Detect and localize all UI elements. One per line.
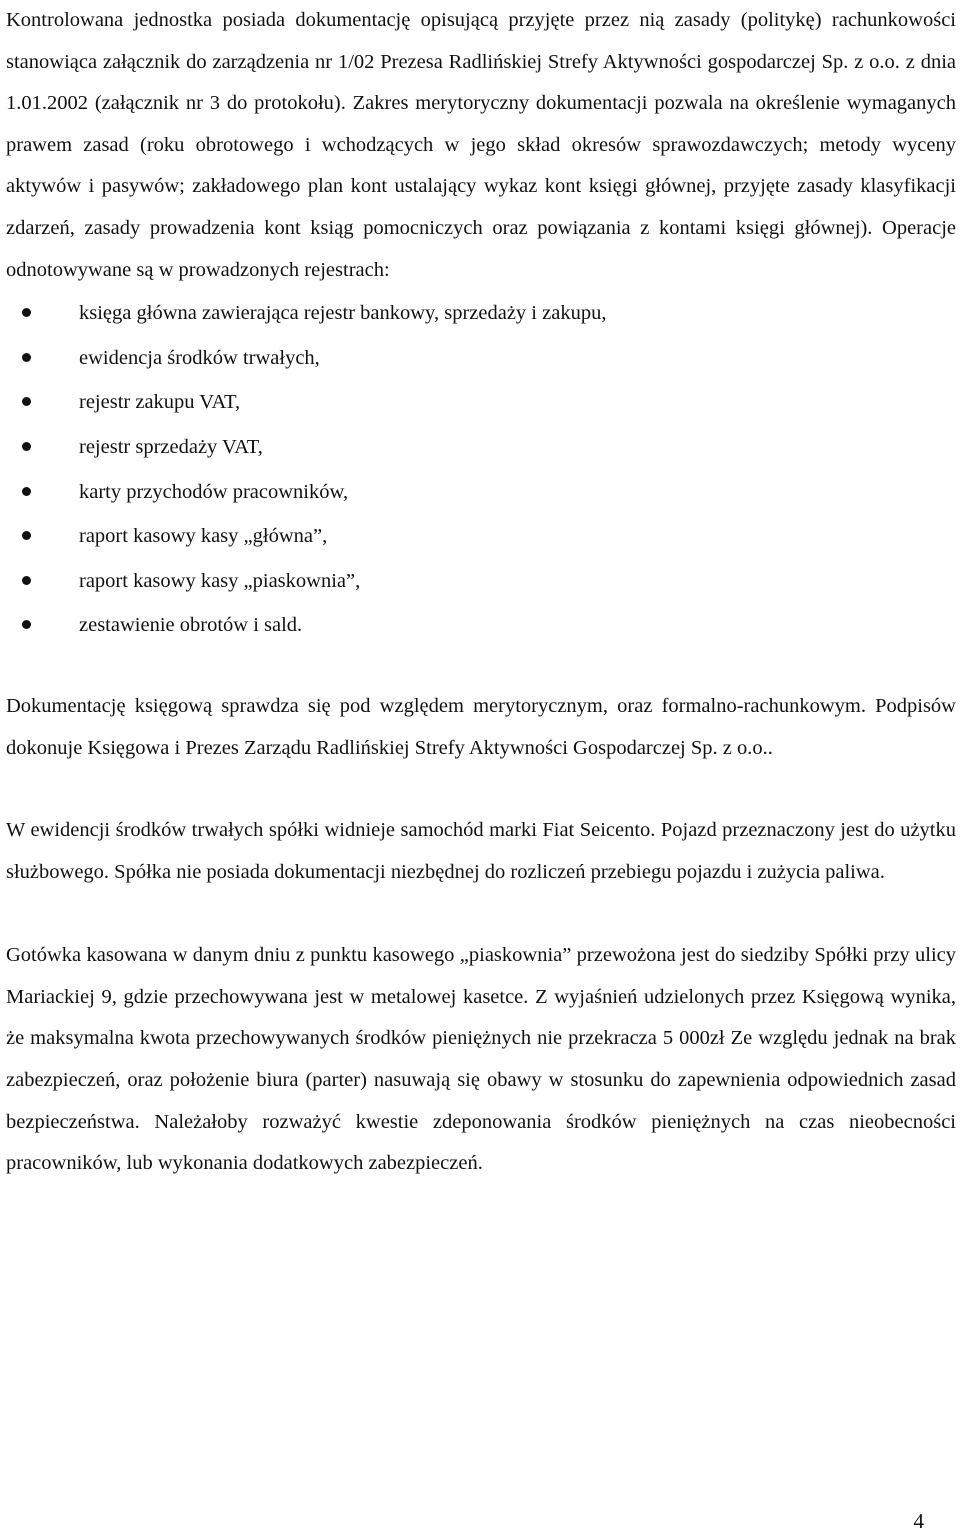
list-item <box>6 514 956 559</box>
list-item-text: zestawienie obrotów i sald. <box>79 614 303 637</box>
spacer <box>6 648 956 686</box>
list-item-text: rejestr zakupu VAT, <box>79 391 241 414</box>
list-item <box>6 425 956 470</box>
list-item <box>6 603 956 648</box>
list-item-text: raport kasowy kasy „piaskownia”, <box>79 569 361 592</box>
bullet-icon <box>22 576 31 585</box>
list-item-text: karty przychodów pracowników, <box>79 480 349 503</box>
list-item <box>6 470 956 515</box>
bullet-icon <box>22 487 31 496</box>
list-item-text: raport kasowy kasy „główna”, <box>79 525 328 548</box>
list-item <box>6 559 956 604</box>
document-page <box>6 0 956 1185</box>
paragraph-cash-handling: Gotówka kasowana w danym dniu z punktu kasowego „piaskownia” przewożona jest do siedziby Spółki przy ulicy Mariackiej 9, gdzie przechowywana jest w metalowej kasetce. Z wyjaśnień udzielonych przez Księgową wynika, że maksymalna kwota przechowywanych środków pieniężnych nie przekracza 5 000zł Ze względu jednak na brak zabezpieczeń, oraz położenie biura (parter) nasuwają się obawy w stosunku do zapewnienia odpowiednich zasad bezpieczeństwa. Należałoby rozważyć kwestie zdeponowania środków pieniężnych na czas nieobecności pracowników, lub wykonania dodatkowych zabezpieczeń. <box>6 944 956 1175</box>
bullet-icon <box>22 353 31 362</box>
spacer <box>6 769 956 810</box>
page-number: 4 <box>913 1509 924 1533</box>
list-item <box>6 380 956 425</box>
list-item <box>6 291 956 336</box>
bullet-icon <box>22 397 31 406</box>
paragraph-fixed-assets: W ewidencji środków trwałych spółki widnieje samochód marki Fiat Seicento. Pojazd przeznaczony jest do użytku służbowego. Spółka nie posiada dokumentacji niezbędnej do rozliczeń przebiegu pojazdu i zużycia paliwa. <box>6 819 956 883</box>
list-item-text: księga główna zawierająca rejestr bankowy, sprzedaży i zakupu, <box>79 302 607 325</box>
registers-list <box>6 291 956 648</box>
list-item <box>6 336 956 381</box>
spacer <box>6 893 956 935</box>
bullet-icon <box>22 620 31 629</box>
bullet-icon <box>22 308 31 317</box>
bullet-icon <box>22 531 31 540</box>
list-item-text: rejestr sprzedaży VAT, <box>79 435 263 458</box>
list-item-text: ewidencja środków trwałych, <box>79 346 320 369</box>
bullet-icon <box>22 442 31 451</box>
paragraph-document-verification: Dokumentację księgową sprawdza się pod względem merytorycznym, oraz formalno-rachunkowym. Podpisów dokonuje Księgowa i Prezes Zarządu Radlińskiej Strefy Aktywności Gospodarczej Sp. z o.o.. <box>6 694 956 759</box>
paragraph-accounting-policy: Kontrolowana jednostka posiada dokumentację opisującą przyjęte przez nią zasady (politykę) rachunkowości stanowiąca załącznik do zarządzenia nr 1/02 Prezesa Radlińskiej Strefy Aktywności gospodarczej Sp. z o.o. z dnia 1.01.2002 (załącznik nr 3 do protokołu). Zakres merytoryczny dokumentacji pozwala na określenie wymaganych prawem zasad (roku obrotowego i wchodzących w jego skład okresów sprawozdawczych; metody wyceny aktywów i pasywów; zakładowego plan kont ustalający wykaz kont księgi głównej, przyjęte zasady klasyfikacji zdarzeń, zasady prowadzenia kont ksiąg pomocniczych oraz powiązania z kontami księgi głównej). Operacje odnotowywane są w prowadzonych rejestrach: <box>6 9 956 281</box>
